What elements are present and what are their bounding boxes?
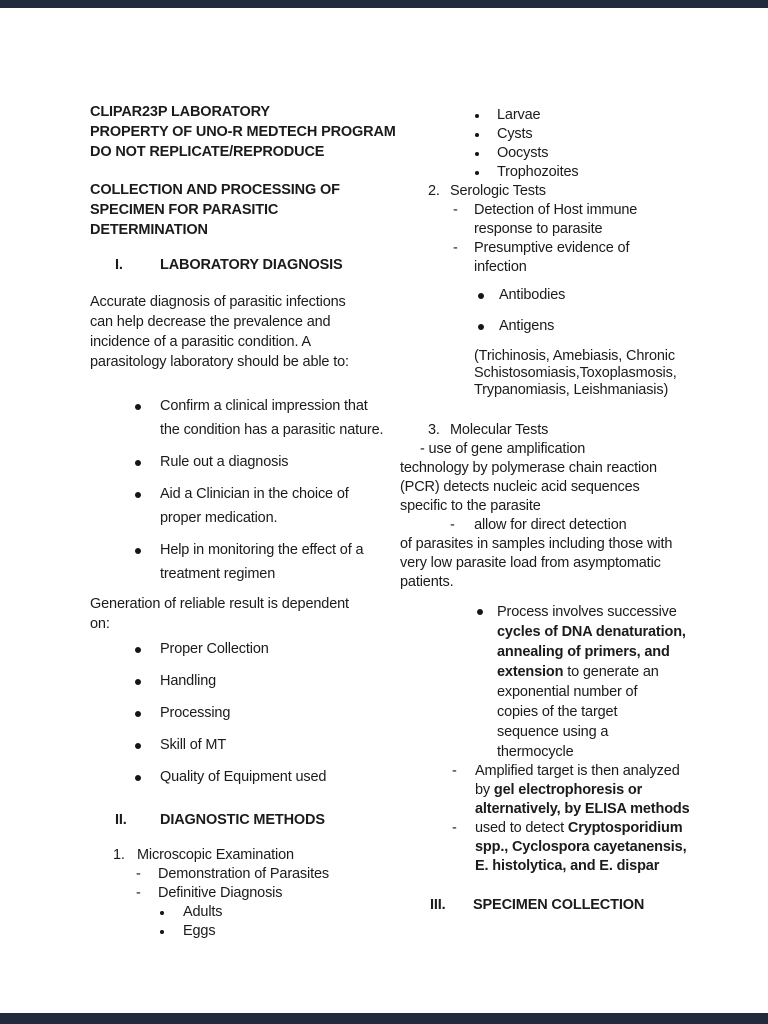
bullet-icon [135,548,141,554]
list-item [400,144,730,163]
goals-list [90,394,395,586]
dash-item [136,884,395,903]
body-line: Adults [183,904,223,920]
body-line: cycles of DNA denaturation, [497,624,686,640]
document-page [0,8,768,1013]
body-line: Confirm a clinical impression that [160,398,368,414]
body-line: copies of the target [497,704,618,720]
body-line: Trypanomiasis, Leishmaniasis) [474,382,669,398]
list-item [90,736,395,755]
body-line: very low parasite load from asymptomatic [400,555,661,571]
watermark-block [90,102,395,162]
dash-item [136,865,395,884]
molecular-paragraph-2 [400,516,730,592]
list-item [400,106,730,125]
bullet-icon [135,647,141,653]
bullet-icon [160,930,164,934]
watermark-line: CLIPAR23P LABORATORY [90,104,270,120]
document-title-line: COLLECTION AND PROCESSING OF [90,182,340,198]
bullet-icon [135,711,141,717]
bullet-icon [135,404,141,410]
body-line: E. histolytica, and E. dispar [475,858,660,874]
body-line: Handling [160,673,217,689]
body-line: Larvae [497,107,541,123]
body-line: annealing of primers, and [497,644,670,660]
dash-item [453,201,730,239]
dash-icon: - [136,866,141,882]
bullet-icon [477,609,483,615]
body-line: parasitology laboratory should be able to: [90,354,349,370]
dependencies-list [90,640,395,787]
section-numeral: III. [430,897,446,913]
body-line: exponential number of [497,684,638,700]
body-line: (PCR) detects nucleic acid sequences [400,479,640,495]
body-line: Processing [160,705,231,721]
list-item [90,903,395,922]
left-column [90,102,395,941]
dash-icon: - [453,240,458,256]
right-column [400,106,730,915]
document-title-line: DETERMINATION [90,222,208,238]
dash-icon: - [136,885,141,901]
dependencies-intro [90,594,395,634]
body-line: Trophozoites [497,164,579,180]
bullet-icon [135,492,141,498]
body-line: Rule out a diagnosis [160,454,289,470]
body-line: Accurate diagnosis of parasitic infections [90,294,346,310]
body-line: Generation of reliable result is dependent [90,596,349,612]
body-line: Aid a Clinician in the choice of [160,486,349,502]
list-item [90,538,395,586]
body-line: Antibodies [499,287,566,303]
list-item [90,704,395,723]
section-numeral: II. [115,812,127,828]
serology-bullet-list [400,286,730,336]
body-line: Process involves successive [497,604,677,620]
bullet-icon [135,743,141,749]
bullet-icon [135,775,141,781]
method-number: 2. [428,183,440,199]
list-item [400,163,730,182]
document-title [90,180,395,240]
dash-icon: - [452,820,457,836]
body-line: Skill of MT [160,737,227,753]
dash-item [452,819,730,876]
body-line: specific to the parasite [400,498,541,514]
body-line: Amplified target is then analyzed [475,763,680,779]
body-line: - use of gene amplification [420,441,586,457]
method-title: Microscopic Examination [137,847,294,863]
body-line: Antigens [499,318,555,334]
body-line: - allow for direct detection [450,517,627,533]
viewer-bottom-bar [0,1013,768,1024]
body-line: technology by polymerase chain reaction [400,460,657,476]
method-number: 3. [428,422,440,438]
bullet-icon [478,324,484,330]
body-line: of parasites in samples including those with [400,536,673,552]
body-line: patients. [400,574,454,590]
body-line: on: [90,616,110,632]
stages-list [400,106,730,182]
body-line: Demonstration of Parasites [158,866,329,882]
body-line: Eggs [183,923,216,939]
viewer-top-bar [0,0,768,8]
list-item [90,672,395,691]
serology-note [474,348,730,399]
body-line: used to detect Cryptosporidium [475,820,683,836]
bullet-icon [475,133,479,137]
list-item [90,768,395,787]
body-line: (Trichinosis, Amebiasis, Chronic [474,348,675,364]
body-line: Definitive Diagnosis [158,885,283,901]
body-line: Oocysts [497,145,549,161]
body-line: extension to generate an [497,664,659,680]
body-line: Help in monitoring the effect of a [160,542,364,558]
watermark-line: PROPERTY OF UNO-R MEDTECH PROGRAM [90,124,396,140]
bullet-icon [475,152,479,156]
body-line: treatment regimen [160,566,276,582]
list-item [90,922,395,941]
method-1-heading [113,846,395,865]
body-line: incidence of a parasitic condition. A [90,334,311,350]
list-item [400,317,730,336]
body-line: Presumptive evidence of [474,240,630,256]
molecular-paragraph-1 [400,440,730,516]
body-line: infection [474,259,527,275]
dash-icon: - [452,763,457,779]
body-line: Detection of Host immune [474,202,638,218]
body-line: response to parasite [474,221,603,237]
list-item [90,450,395,474]
section-title: SPECIMEN COLLECTION [473,897,645,913]
section-heading-diagnostic-methods [115,811,395,830]
bullet-icon [135,460,141,466]
watermark-line: DO NOT REPLICATE/REPRODUCE [90,144,325,160]
dash-item [452,762,730,819]
body-line: spp., Cyclospora cayetanensis, [475,839,687,855]
list-item [400,286,730,305]
body-line: proper medication. [160,510,278,526]
method-number: 1. [113,847,125,863]
section-title: LABORATORY DIAGNOSIS [160,257,343,273]
bullet-icon [475,171,479,175]
method-3-heading [428,421,730,440]
section-heading-specimen-collection [430,896,730,915]
bullet-icon [475,114,479,118]
bullet-icon [135,679,141,685]
list-item [90,640,395,659]
section-title: DIAGNOSTIC METHODS [160,812,325,828]
body-line: alternatively, by ELISA methods [475,801,690,817]
bullet-icon [478,293,484,299]
intro-paragraph [90,292,395,372]
body-line: Proper Collection [160,641,269,657]
bullet-icon [160,911,164,915]
method-title: Serologic Tests [450,183,546,199]
method-title: Molecular Tests [450,422,549,438]
body-line: sequence using a [497,724,609,740]
document-title-line: SPECIMEN FOR PARASITIC [90,202,279,218]
list-item [90,394,395,442]
body-line: Schistosomiasis,Toxoplasmosis, [474,365,677,381]
body-line: thermocycle [497,744,574,760]
pcr-process-bullet [497,602,730,762]
sub-bullet-list [90,903,395,941]
body-line: can help decrease the prevalence and [90,314,331,330]
list-item [400,125,730,144]
dash-item [453,239,730,277]
dash-icon: - [453,202,458,218]
body-line: Quality of Equipment used [160,769,327,785]
section-numeral: I. [115,257,123,273]
body-line: the condition has a parasitic nature. [160,422,384,438]
method-2-heading [428,182,730,201]
list-item [90,482,395,530]
section-heading-laboratory-diagnosis [115,256,395,275]
body-line: Cysts [497,126,533,142]
body-line: by gel electrophoresis or [475,782,643,798]
